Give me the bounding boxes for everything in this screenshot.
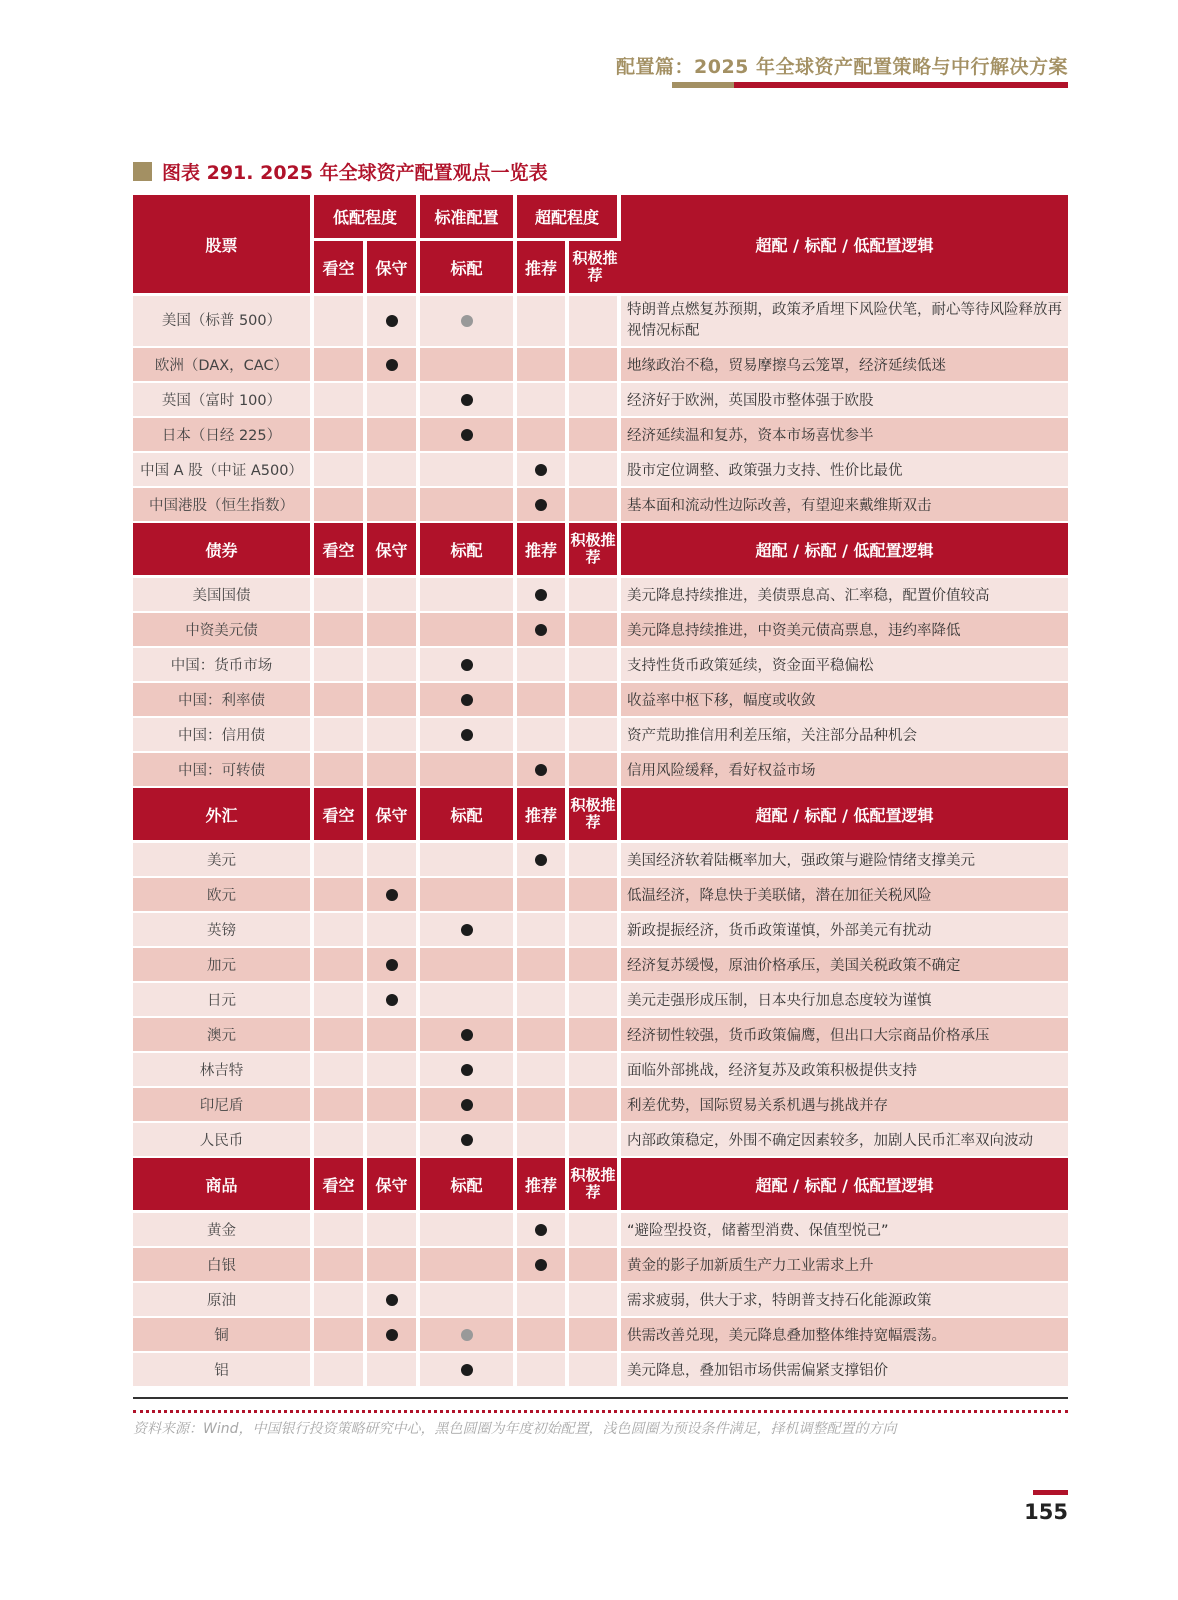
allocation-cell: [517, 1088, 569, 1123]
allocation-logic: 股市定位调整、政策强力支持、性价比最优: [621, 453, 1068, 488]
asset-name: 铝: [133, 1353, 314, 1388]
allocation-cell: [420, 1053, 517, 1088]
dotted-divider: [133, 1410, 1068, 1413]
allocation-logic: 资产荒助推信用利差压缩，关注部分品种机会: [621, 718, 1068, 753]
allocation-cell: [517, 948, 569, 983]
allocation-cell: [420, 948, 517, 983]
allocation-cell: [569, 913, 621, 948]
allocation-cell: [569, 1123, 621, 1158]
initial-allocation-dot-icon: [461, 1064, 473, 1076]
table-row: [133, 383, 1068, 418]
allocation-cell: [517, 843, 569, 878]
section-header-row: [133, 1158, 1068, 1213]
allocation-cell: [314, 1123, 367, 1158]
allocation-cell: [569, 1353, 621, 1388]
allocation-cell: [517, 578, 569, 613]
conditional-allocation-dot-icon: [461, 1329, 473, 1341]
allocation-cell: [314, 718, 367, 753]
asset-name: 加元: [133, 948, 314, 983]
column-header: 推荐: [517, 523, 569, 578]
allocation-cell: [314, 296, 367, 348]
allocation-cell: [367, 913, 420, 948]
table-row: [133, 843, 1068, 878]
table-bottom-rule: [133, 1397, 1068, 1399]
column-header: 推荐: [517, 241, 569, 296]
allocation-cell: [569, 1088, 621, 1123]
column-header: 看空: [314, 523, 367, 578]
allocation-cell: [420, 1283, 517, 1318]
allocation-cell: [314, 348, 367, 383]
initial-allocation-dot-icon: [386, 889, 398, 901]
allocation-cell: [569, 648, 621, 683]
allocation-cell: [314, 578, 367, 613]
logic-header: 超配 / 标配 / 低配置逻辑: [621, 195, 1068, 296]
allocation-cell: [420, 383, 517, 418]
allocation-cell: [420, 683, 517, 718]
table-row: [133, 296, 1068, 348]
table-row: [133, 983, 1068, 1018]
allocation-logic: 低温经济，降息快于美联储，潜在加征关税风险: [621, 878, 1068, 913]
initial-allocation-dot-icon: [461, 394, 473, 406]
initial-allocation-dot-icon: [386, 1294, 398, 1306]
allocation-cell: [314, 1053, 367, 1088]
asset-name: 澳元: [133, 1018, 314, 1053]
initial-allocation-dot-icon: [535, 764, 547, 776]
allocation-cell: [367, 578, 420, 613]
allocation-logic: 内部政策稳定，外围不确定因素较多，加剧人民币汇率双向波动: [621, 1123, 1068, 1158]
column-header: 保守: [367, 788, 420, 843]
allocation-cell: [517, 1123, 569, 1158]
page-number-mark: [1033, 1490, 1068, 1495]
initial-allocation-dot-icon: [386, 359, 398, 371]
initial-allocation-dot-icon: [461, 1364, 473, 1376]
allocation-logic: 经济好于欧洲，英国股市整体强于欧股: [621, 383, 1068, 418]
allocation-cell: [517, 683, 569, 718]
allocation-cell: [367, 418, 420, 453]
allocation-cell: [569, 488, 621, 523]
source-note: 资料来源：Wind，中国银行投资策略研究中心，黑色圆圈为年度初始配置，浅色圆圈为预设条件满足，择机调整配置的方向: [133, 1421, 897, 1437]
figure-title-text: 图表 291. 2025 年全球资产配置观点一览表: [162, 162, 548, 184]
allocation-cell: [314, 878, 367, 913]
asset-name: 美国国债: [133, 578, 314, 613]
column-header: 看空: [314, 788, 367, 843]
allocation-cell: [367, 348, 420, 383]
allocation-cell: [420, 1213, 517, 1248]
table-row: [133, 1088, 1068, 1123]
asset-name: 英国（富时 100）: [133, 383, 314, 418]
allocation-cell: [367, 948, 420, 983]
allocation-logic: 信用风险缓释，看好权益市场: [621, 753, 1068, 788]
column-header: 保守: [367, 523, 420, 578]
table-row: [133, 648, 1068, 683]
column-header: 积极推荐: [569, 1158, 621, 1213]
initial-allocation-dot-icon: [535, 589, 547, 601]
table-row: [133, 718, 1068, 753]
conditional-allocation-dot-icon: [461, 315, 473, 327]
allocation-cell: [420, 1318, 517, 1353]
allocation-cell: [367, 1283, 420, 1318]
asset-name: 英镑: [133, 913, 314, 948]
allocation-cell: [569, 948, 621, 983]
allocation-cell: [314, 983, 367, 1018]
allocation-cell: [517, 613, 569, 648]
column-header: 积极推荐: [569, 788, 621, 843]
initial-allocation-dot-icon: [535, 499, 547, 511]
allocation-cell: [314, 1213, 367, 1248]
initial-allocation-dot-icon: [461, 659, 473, 671]
allocation-cell: [367, 983, 420, 1018]
allocation-cell: [367, 1353, 420, 1388]
allocation-cell: [569, 296, 621, 348]
column-header: 标配: [420, 1158, 517, 1213]
column-header: 看空: [314, 1158, 367, 1213]
allocation-logic: 经济复苏缓慢，原油价格承压，美国关税政策不确定: [621, 948, 1068, 983]
allocation-cell: [367, 718, 420, 753]
initial-allocation-dot-icon: [386, 959, 398, 971]
allocation-cell: [569, 383, 621, 418]
allocation-cell: [367, 1088, 420, 1123]
table-row: [133, 753, 1068, 788]
allocation-cell: [517, 983, 569, 1018]
allocation-cell: [420, 613, 517, 648]
asset-name: 欧元: [133, 878, 314, 913]
allocation-table: [133, 195, 1068, 1388]
asset-name: 原油: [133, 1283, 314, 1318]
table-row: [133, 1318, 1068, 1353]
allocation-logic: 美元走强形成压制，日本央行加息态度较为谨慎: [621, 983, 1068, 1018]
asset-name: 铜: [133, 1318, 314, 1353]
asset-name: 中国港股（恒生指数）: [133, 488, 314, 523]
allocation-cell: [569, 1283, 621, 1318]
page-number: 155: [1024, 1500, 1068, 1524]
allocation-cell: [314, 383, 367, 418]
allocation-logic: “避险型投资，储蓄型消费、保值型悦己”: [621, 1213, 1068, 1248]
allocation-logic: 经济韧性较强，货币政策偏鹰，但出口大宗商品价格承压: [621, 1018, 1068, 1053]
allocation-cell: [569, 613, 621, 648]
allocation-cell: [314, 683, 367, 718]
column-header: 推荐: [517, 1158, 569, 1213]
initial-allocation-dot-icon: [535, 1259, 547, 1271]
table-row: [133, 613, 1068, 648]
asset-name: 林吉特: [133, 1053, 314, 1088]
section-header: 外汇: [133, 788, 314, 843]
section-header: 债券: [133, 523, 314, 578]
allocation-logic: 经济延续温和复苏，资本市场喜忧参半: [621, 418, 1068, 453]
allocation-logic: 新政提振经济，货币政策谨慎，外部美元有扰动: [621, 913, 1068, 948]
allocation-logic: 美国经济软着陆概率加大，强政策与避险情绪支撑美元: [621, 843, 1068, 878]
asset-name: 中国：货币市场: [133, 648, 314, 683]
allocation-cell: [314, 948, 367, 983]
allocation-cell: [420, 418, 517, 453]
allocation-cell: [517, 1283, 569, 1318]
allocation-cell: [314, 648, 367, 683]
asset-name: 中国：信用债: [133, 718, 314, 753]
allocation-cell: [314, 1283, 367, 1318]
table-row: [133, 1053, 1068, 1088]
allocation-cell: [517, 1353, 569, 1388]
section-header-row: [133, 523, 1068, 578]
allocation-logic: 利差优势，国际贸易关系机遇与挑战并存: [621, 1088, 1068, 1123]
initial-allocation-dot-icon: [461, 729, 473, 741]
column-header: 标配: [420, 241, 517, 296]
allocation-cell: [367, 878, 420, 913]
initial-allocation-dot-icon: [535, 854, 547, 866]
column-header: 看空: [314, 241, 367, 296]
allocation-cell: [420, 1123, 517, 1158]
allocation-cell: [314, 453, 367, 488]
asset-name: 美元: [133, 843, 314, 878]
allocation-logic: 美元降息，叠加铝市场供需偏紧支撑铝价: [621, 1353, 1068, 1388]
asset-name: 白银: [133, 1248, 314, 1283]
allocation-cell: [420, 718, 517, 753]
allocation-cell: [517, 1053, 569, 1088]
allocation-cell: [367, 1318, 420, 1353]
initial-allocation-dot-icon: [535, 624, 547, 636]
initial-allocation-dot-icon: [461, 1029, 473, 1041]
allocation-cell: [569, 683, 621, 718]
allocation-cell: [517, 1018, 569, 1053]
allocation-cell: [569, 1053, 621, 1088]
allocation-cell: [569, 878, 621, 913]
allocation-cell: [420, 348, 517, 383]
allocation-cell: [420, 648, 517, 683]
table-row: [133, 683, 1068, 718]
table-row: [133, 488, 1068, 523]
initial-allocation-dot-icon: [535, 1224, 547, 1236]
allocation-cell: [517, 418, 569, 453]
allocation-cell: [517, 878, 569, 913]
allocation-cell: [314, 1318, 367, 1353]
allocation-logic: 特朗普点燃复苏预期，政策矛盾埋下风险伏笔，耐心等待风险释放再视情况标配: [621, 296, 1068, 348]
title-square-icon: [133, 162, 152, 181]
allocation-logic: 黄金的影子加新质生产力工业需求上升: [621, 1248, 1068, 1283]
allocation-cell: [314, 488, 367, 523]
table-row: [133, 1018, 1068, 1053]
allocation-cell: [367, 453, 420, 488]
allocation-cell: [569, 1248, 621, 1283]
allocation-cell: [420, 1353, 517, 1388]
column-header: 积极推荐: [569, 523, 621, 578]
table-row: [133, 1123, 1068, 1158]
column-header: 推荐: [517, 788, 569, 843]
allocation-cell: [517, 453, 569, 488]
asset-name: 中国：可转债: [133, 753, 314, 788]
allocation-cell: [569, 348, 621, 383]
allocation-logic: 供需改善兑现，美元降息叠加整体维持宽幅震荡。: [621, 1318, 1068, 1353]
allocation-cell: [517, 296, 569, 348]
allocation-cell: [420, 488, 517, 523]
logic-header: 超配 / 标配 / 低配置逻辑: [621, 1158, 1068, 1213]
figure-title: [133, 158, 548, 185]
allocation-cell: [420, 843, 517, 878]
initial-allocation-dot-icon: [535, 464, 547, 476]
allocation-logic: 支持性货币政策延续，资金面平稳偏松: [621, 648, 1068, 683]
allocation-cell: [569, 718, 621, 753]
allocation-cell: [517, 718, 569, 753]
allocation-cell: [314, 418, 367, 453]
allocation-cell: [367, 1123, 420, 1158]
allocation-cell: [420, 983, 517, 1018]
allocation-cell: [367, 843, 420, 878]
column-header: 保守: [367, 1158, 420, 1213]
allocation-cell: [314, 1018, 367, 1053]
allocation-cell: [569, 983, 621, 1018]
section-header: 商品: [133, 1158, 314, 1213]
table-row: [133, 453, 1068, 488]
allocation-cell: [314, 1353, 367, 1388]
allocation-cell: [420, 1248, 517, 1283]
allocation-cell: [517, 488, 569, 523]
allocation-cell: [420, 296, 517, 348]
section-header: 股票: [133, 195, 314, 296]
asset-name: 中国：利率债: [133, 683, 314, 718]
asset-name: 中国 A 股（中证 A500）: [133, 453, 314, 488]
column-header: 积极推荐: [569, 241, 621, 296]
asset-name: 人民币: [133, 1123, 314, 1158]
allocation-cell: [367, 1018, 420, 1053]
group-header-standard: 标准配置: [420, 195, 517, 241]
initial-allocation-dot-icon: [461, 1099, 473, 1111]
initial-allocation-dot-icon: [386, 994, 398, 1006]
table-row: [133, 1353, 1068, 1388]
allocation-cell: [569, 1318, 621, 1353]
initial-allocation-dot-icon: [461, 429, 473, 441]
allocation-cell: [367, 613, 420, 648]
allocation-cell: [420, 1088, 517, 1123]
initial-allocation-dot-icon: [461, 694, 473, 706]
initial-allocation-dot-icon: [461, 924, 473, 936]
allocation-cell: [367, 383, 420, 418]
asset-name: 黄金: [133, 1213, 314, 1248]
allocation-cell: [517, 1318, 569, 1353]
allocation-logic: 需求疲弱，供大于求，特朗普支持石化能源政策: [621, 1283, 1068, 1318]
allocation-cell: [517, 913, 569, 948]
allocation-logic: 美元降息持续推进，中资美元债高票息，违约率降低: [621, 613, 1068, 648]
allocation-cell: [517, 383, 569, 418]
allocation-cell: [314, 913, 367, 948]
table-row: [133, 878, 1068, 913]
allocation-cell: [420, 753, 517, 788]
allocation-cell: [367, 1053, 420, 1088]
table-row: [133, 948, 1068, 983]
allocation-cell: [517, 753, 569, 788]
allocation-cell: [367, 753, 420, 788]
allocation-cell: [569, 753, 621, 788]
allocation-cell: [367, 296, 420, 348]
allocation-cell: [517, 1213, 569, 1248]
allocation-logic: 收益率中枢下移，幅度或收敛: [621, 683, 1068, 718]
allocation-cell: [517, 1248, 569, 1283]
allocation-cell: [314, 1248, 367, 1283]
table-row: [133, 1248, 1068, 1283]
asset-name: 日元: [133, 983, 314, 1018]
allocation-cell: [314, 1088, 367, 1123]
allocation-cell: [569, 1018, 621, 1053]
table-row: [133, 1213, 1068, 1248]
allocation-cell: [420, 578, 517, 613]
column-header: 标配: [420, 788, 517, 843]
table-row: [133, 348, 1068, 383]
initial-allocation-dot-icon: [386, 1329, 398, 1341]
allocation-logic: 基本面和流动性边际改善，有望迎来戴维斯双击: [621, 488, 1068, 523]
allocation-cell: [314, 753, 367, 788]
logic-header: 超配 / 标配 / 低配置逻辑: [621, 523, 1068, 578]
group-header-underweight: 低配程度: [314, 195, 420, 241]
allocation-cell: [367, 1248, 420, 1283]
allocation-cell: [314, 613, 367, 648]
allocation-logic: 地缘政治不稳，贸易摩擦乌云笼罩，经济延续低迷: [621, 348, 1068, 383]
allocation-cell: [367, 648, 420, 683]
allocation-cell: [569, 578, 621, 613]
allocation-cell: [517, 648, 569, 683]
table-row: [133, 418, 1068, 453]
initial-allocation-dot-icon: [461, 1134, 473, 1146]
allocation-cell: [420, 453, 517, 488]
column-header: 保守: [367, 241, 420, 296]
allocation-logic: 面临外部挑战，经济复苏及政策积极提供支持: [621, 1053, 1068, 1088]
asset-name: 日本（日经 225）: [133, 418, 314, 453]
table-row: [133, 1283, 1068, 1318]
column-header: 标配: [420, 523, 517, 578]
table-header-row: [133, 195, 1068, 241]
allocation-cell: [367, 1213, 420, 1248]
allocation-cell: [314, 843, 367, 878]
asset-name: 欧洲（DAX，CAC）: [133, 348, 314, 383]
table-row: [133, 578, 1068, 613]
running-header: 配置篇：2025 年全球资产配置策略与中行解决方案: [616, 56, 1068, 78]
section-header-row: [133, 788, 1068, 843]
allocation-cell: [367, 488, 420, 523]
group-header-overweight: 超配程度: [517, 195, 621, 241]
allocation-cell: [420, 913, 517, 948]
allocation-cell: [420, 1018, 517, 1053]
header-rule: [672, 82, 1068, 88]
allocation-cell: [517, 348, 569, 383]
allocation-cell: [569, 453, 621, 488]
logic-header: 超配 / 标配 / 低配置逻辑: [621, 788, 1068, 843]
allocation-cell: [420, 878, 517, 913]
asset-name: 中资美元债: [133, 613, 314, 648]
allocation-cell: [569, 1213, 621, 1248]
allocation-cell: [569, 843, 621, 878]
allocation-cell: [569, 418, 621, 453]
asset-name: 印尼盾: [133, 1088, 314, 1123]
allocation-logic: 美元降息持续推进，美债票息高、汇率稳，配置价值较高: [621, 578, 1068, 613]
allocation-cell: [367, 683, 420, 718]
asset-name: 美国（标普 500）: [133, 296, 314, 348]
initial-allocation-dot-icon: [386, 315, 398, 327]
table-row: [133, 913, 1068, 948]
